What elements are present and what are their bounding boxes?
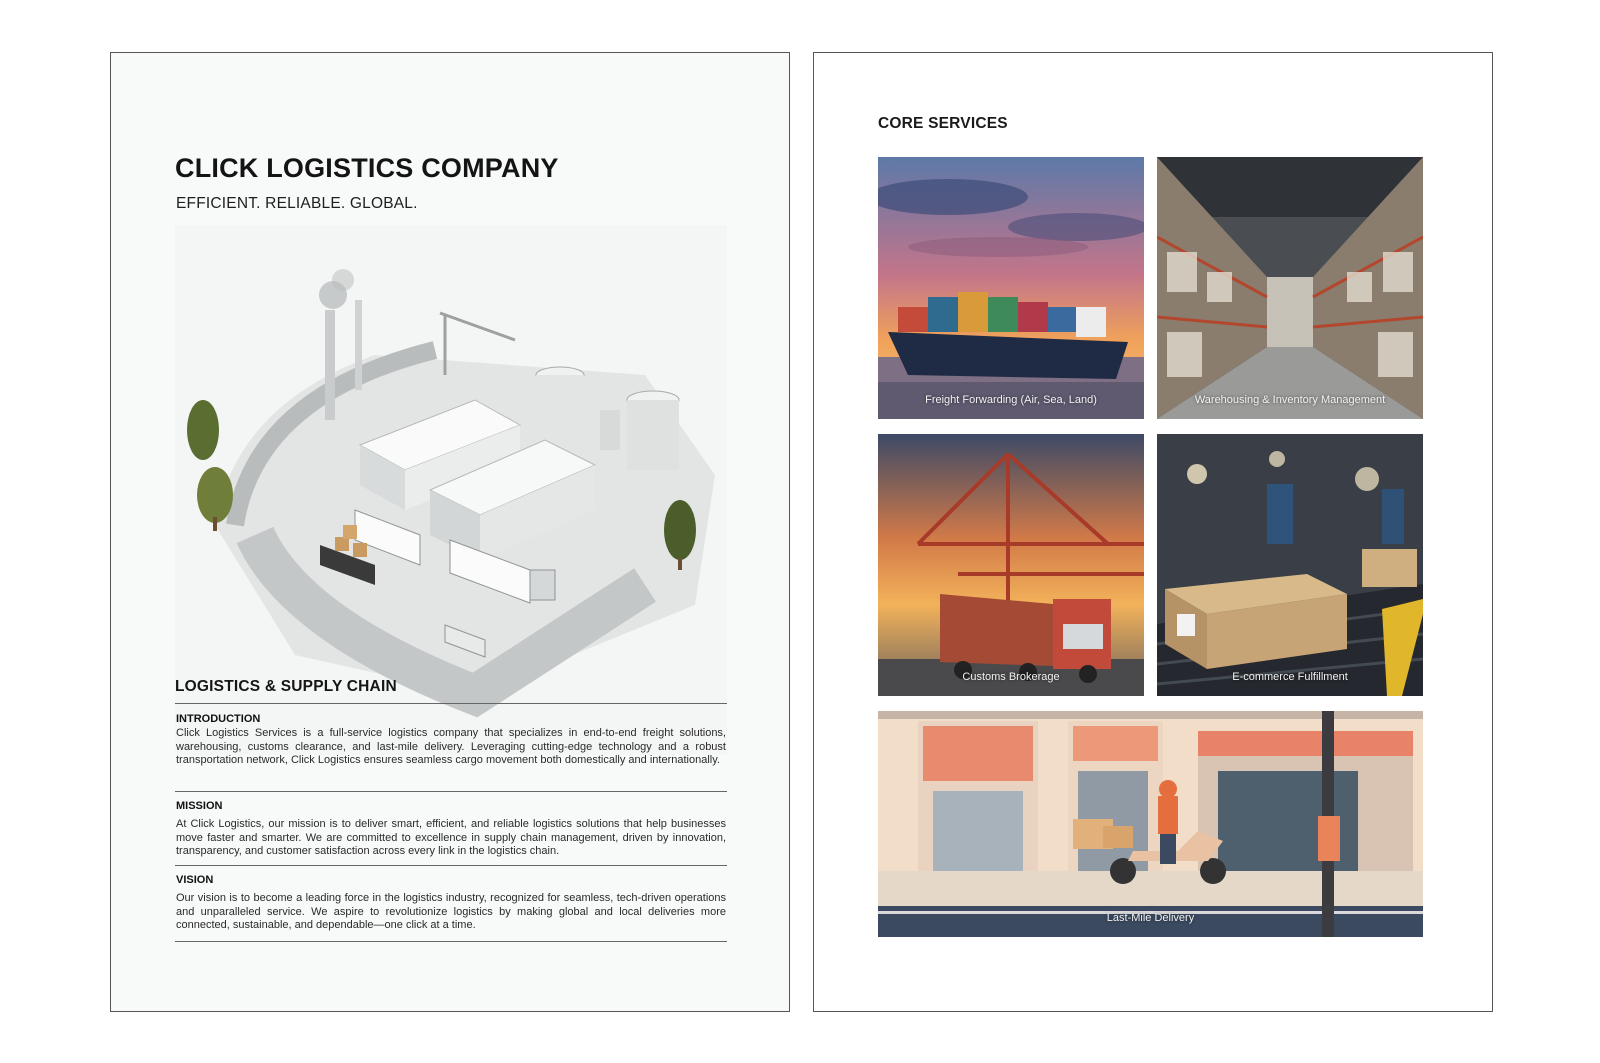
brochure-page-left bbox=[110, 52, 790, 1012]
port-truck-image bbox=[878, 434, 1144, 696]
service-tile-last-mile bbox=[878, 711, 1423, 937]
service-caption: Warehousing & Inventory Management bbox=[1194, 394, 1386, 406]
mission-title: MISSION bbox=[176, 800, 223, 812]
divider bbox=[175, 703, 727, 704]
vision-block bbox=[176, 874, 726, 933]
conveyor-boxes-image bbox=[1157, 434, 1423, 696]
service-caption: Customs Brokerage bbox=[962, 671, 1060, 683]
service-tile-ecommerce bbox=[1157, 434, 1423, 696]
brochure-page-right bbox=[813, 52, 1493, 1012]
divider bbox=[175, 791, 727, 792]
warehouse-image bbox=[1157, 157, 1423, 419]
service-tile-freight bbox=[878, 157, 1144, 419]
section-heading-logistics: LOGISTICS & SUPPLY CHAIN bbox=[175, 678, 397, 695]
company-title: CLICK LOGISTICS COMPANY bbox=[175, 153, 559, 183]
cargo-ship-image bbox=[878, 157, 1144, 419]
vision-text: Our vision is to become a leading force in the logistics industry, recognized for seamless, tech-driven operations and unparalleled service. We aspire to revolutionize logistics by making global and local deliveries more connected, sustainable, and dependable—one click at a time. bbox=[176, 892, 726, 932]
mission-text: At Click Logistics, our mission is to deliver smart, efficient, and reliable logistics solutions that help businesses move faster and smarter. We are committed to excellence in supply chain management, driven by innovation, transparency, and customer satisfaction across every link in the logistics chain. bbox=[176, 818, 726, 858]
divider bbox=[175, 941, 727, 942]
intro-title: INTRODUCTION bbox=[176, 713, 261, 725]
vision-title: VISION bbox=[176, 874, 214, 886]
mission-block bbox=[176, 800, 726, 859]
intro-text: Click Logistics Services is a full-service logistics company that specializes in end-to-end freight solutions, warehousing, customs clearance, and last-mile delivery. Leveraging cutting-edge technology and a robust transportation network, Click Logistics ensures seamless cargo movement both domestically and internationally. bbox=[176, 727, 726, 767]
service-caption: Freight Forwarding (Air, Sea, Land) bbox=[925, 394, 1097, 406]
service-caption: E-commerce Fulfillment bbox=[1232, 671, 1348, 683]
company-tagline: EFFICIENT. RELIABLE. GLOBAL. bbox=[176, 195, 418, 212]
service-tile-warehousing bbox=[1157, 157, 1423, 419]
core-services-heading: CORE SERVICES bbox=[878, 115, 1008, 132]
service-caption: Last-Mile Delivery bbox=[1106, 912, 1195, 924]
logistics-hub-illustration bbox=[175, 225, 727, 755]
service-tile-customs bbox=[878, 434, 1144, 696]
intro-block bbox=[176, 713, 726, 768]
delivery-scooter-illustration bbox=[878, 711, 1423, 937]
divider bbox=[175, 865, 727, 866]
